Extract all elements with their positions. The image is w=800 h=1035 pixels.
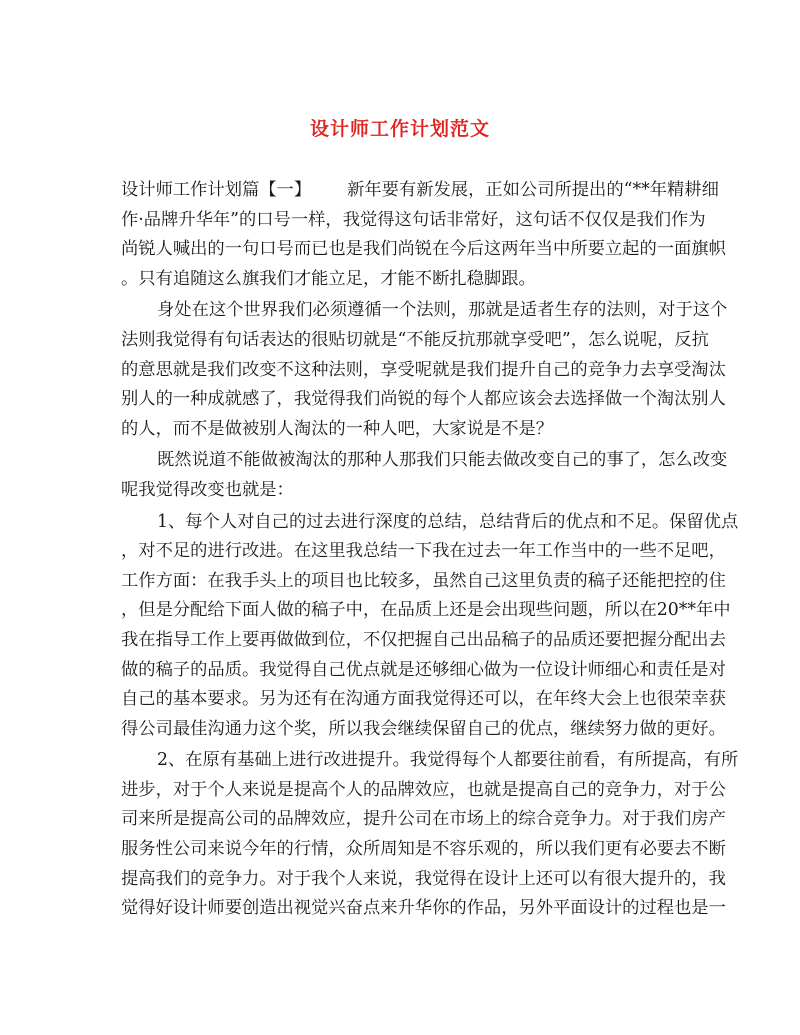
document-title: 设计师工作计划范文: [309, 118, 490, 140]
paragraph-5: [121, 746, 739, 924]
text-line: 尚锐人喊出的一句口号而已也是我们尚锐在今后这两年当中所要立起的一面旗帜: [121, 239, 726, 260]
text-line: 1、每个人对自己的过去进行深度的总结，总结背后的优点和不足。保留优点: [157, 511, 739, 532]
text-line: 作·品牌升华年”的口号一样，我觉得这句话非常好，这句话不仅仅是我们作为: [121, 209, 706, 230]
text-line: 法则我觉得有句话表达的很贴切就是“不能反抗那就享受吧”，怎么说呢，反抗: [121, 329, 709, 350]
text-line: 的意思就是我们改变不这种法则，享受呢就是我们提升自己的竞争力去享受淘汰: [121, 359, 726, 380]
text-line: 设计师工作计划篇【一】 新年要有新发展，正如公司所提出的“**年精耕细: [121, 180, 719, 200]
text-line: 既然说道不能做被淘汰的那种人那我们只能去做改变自己的事了，怎么改变: [157, 450, 728, 471]
paragraph-3: [121, 446, 728, 505]
text-line: 工作方面：在我手头上的项目也比较多，虽然自己这里负责的稿子还能把控的住: [121, 570, 726, 591]
paragraph-2: [121, 296, 728, 444]
paragraph-4: [121, 508, 739, 745]
text-line: ，但是分配给下面人做的稿子中，在品质上还是会出现些问题，所以在20**年中: [121, 600, 731, 621]
text-line: 司来所是提高公司的品牌效应，提升公司在市场上的综合竞争力。对于我们房产: [121, 809, 726, 830]
section-heading: 设计师工作计划篇【一】: [121, 180, 312, 200]
text-line: 提高我们的竞争力。对于我个人来说，我觉得在设计上还可以有很大提升的，我: [121, 868, 726, 889]
text-line: 觉得好设计师要创造出视觉兴奋点来升华你的作品，另外平面设计的过程也是一: [121, 898, 726, 919]
text-line: 服务性公司来说今年的行情，众所周知是不容乐观的，所以我们更有必要去不断: [121, 839, 726, 860]
text-line: 的人，而不是做被别人淘汰的一种人吧，大家说是不是？: [121, 418, 554, 439]
paragraph-1: [121, 176, 726, 294]
text-line: 别人的一种成就感了，我觉得我们尚锐的每个人都应该会去选择做一个淘汰别人: [121, 389, 726, 410]
text-line: 自己的基本要求。另为还有在沟通方面我觉得还可以，在年终大会上也很荣幸获: [121, 689, 726, 710]
text-line: ，对不足的进行改进。在这里我总结一下我在过去一年工作当中的一些不足吧，: [121, 541, 726, 562]
document-body: [121, 176, 739, 924]
text-line: 做的稿子的品质。我觉得自己优点就是还够细心做为一位设计师细心和责任是对: [121, 659, 726, 680]
text-line: 我在指导工作上要再做做到位，不仅把握自己出品稿子的品质还要把握分配出去: [121, 629, 726, 650]
text-line: 身处在这个世界我们必须遵循一个法则，那就是适者生存的法则，对于这个: [157, 300, 728, 321]
text-line: 呢我觉得改变也就是：: [121, 479, 294, 500]
text-line: 得公司最佳沟通力这个奖，所以我会继续保留自己的优点，继续努力做的更好。: [121, 718, 726, 739]
text-line: 。只有追随这么旗我们才能立足，才能不断扎稳脚跟。: [121, 268, 536, 289]
text-line: 进步，对于个人来说是提高个人的品牌效应，也就是提高自己的竞争力，对于公: [121, 779, 726, 800]
text-line: 2、在原有基础上进行改进提升。我觉得每个人都要往前看，有所提高，有所: [157, 750, 739, 771]
